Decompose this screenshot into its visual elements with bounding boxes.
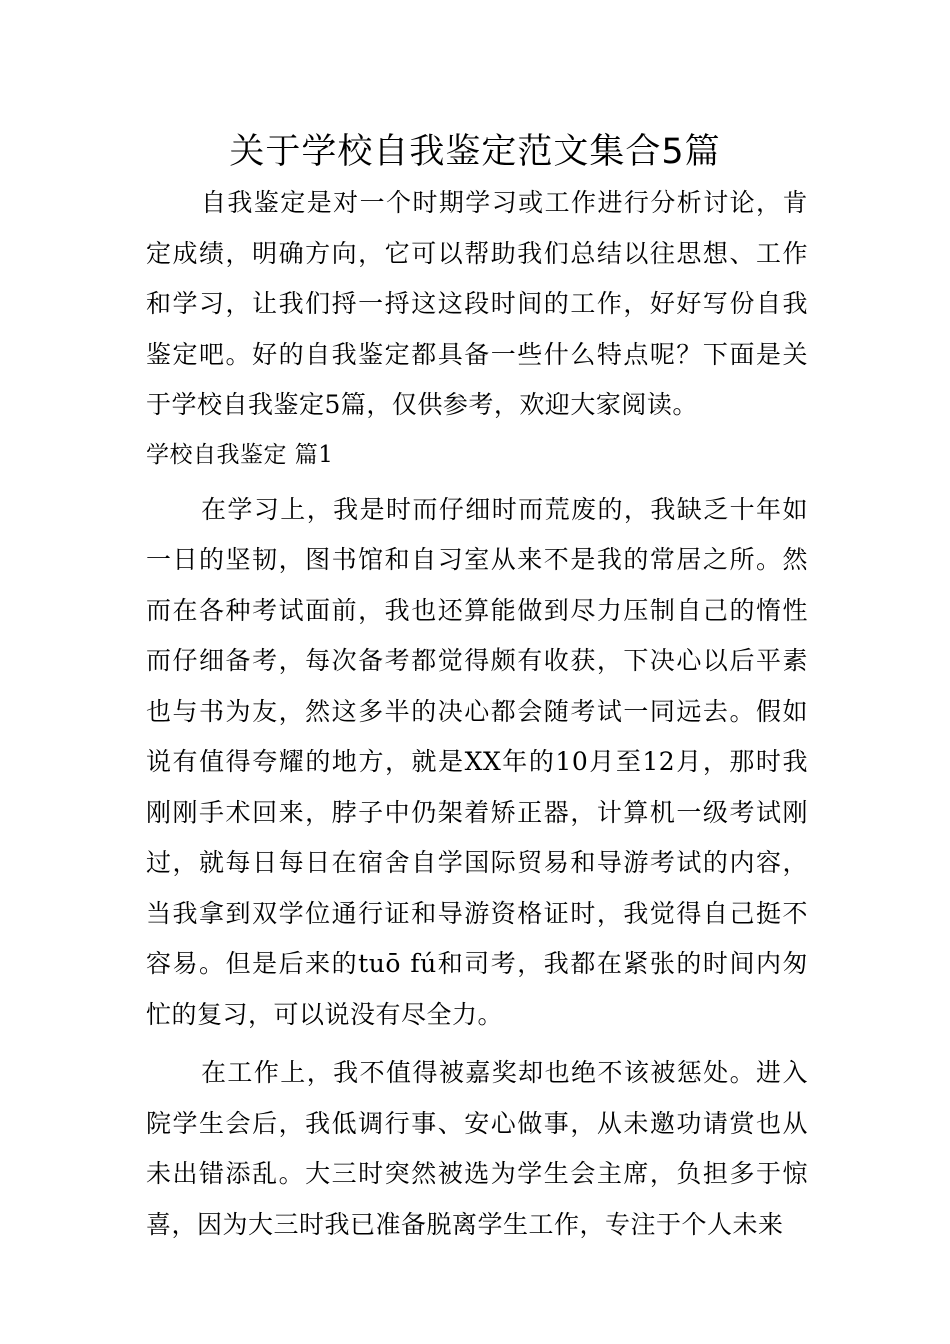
document-body xyxy=(146,178,808,1250)
body-paragraph: 在学习上，我是时而仔细时而荒废的，我缺乏十年如一日的坚韧，图书馆和自习室从来不是我的常居之所。然而在各种考试面前，我也还算能做到尽力压制自己的惰性而仔细备考，每次备考都觉得颇有收获，下决心以后平素也与书为友，然这多半的决心都会随考试一同远去。假如说有值得夸耀的地方，就是XX年的10月至12月，那时我刚刚手术回来，脖子中仍架着矫正器，计算机一级考试刚过，就每日每日在宿舍自学国际贸易和导游考试的内容，当我拿到双学位通行证和导游资格证时，我觉得自己挺不容易。但是后来的tuō fú和司考，我都在紧张的时间内匆忙的复习，可以说没有尽全力。 xyxy=(146,494,808,1029)
section-heading: 学校自我鉴定 篇1 xyxy=(146,441,334,468)
body-paragraph: 在工作上，我不值得被嘉奖却也绝不该被惩处。进入院学生会后，我低调行事、安心做事，从未邀功请赏也从未出错添乱。大三时突然被选为学生会主席，负担多于惊喜，因为大三时我已准备脱离学生工作，专注于个人未来 xyxy=(146,1058,808,1239)
document-title: 关于学校自我鉴定范文集合5篇 xyxy=(229,132,721,172)
intro-paragraph: 自我鉴定是对一个时期学习或工作进行分析讨论，肯定成绩，明确方向，它可以帮助我们总结以往思想、工作和学习，让我们捋一捋这这段时间的工作，好好写份自我鉴定吧。好的自我鉴定都具备一些什么特点呢？下面是关于学校自我鉴定5篇，仅供参考，欢迎大家阅读。 xyxy=(146,188,808,419)
